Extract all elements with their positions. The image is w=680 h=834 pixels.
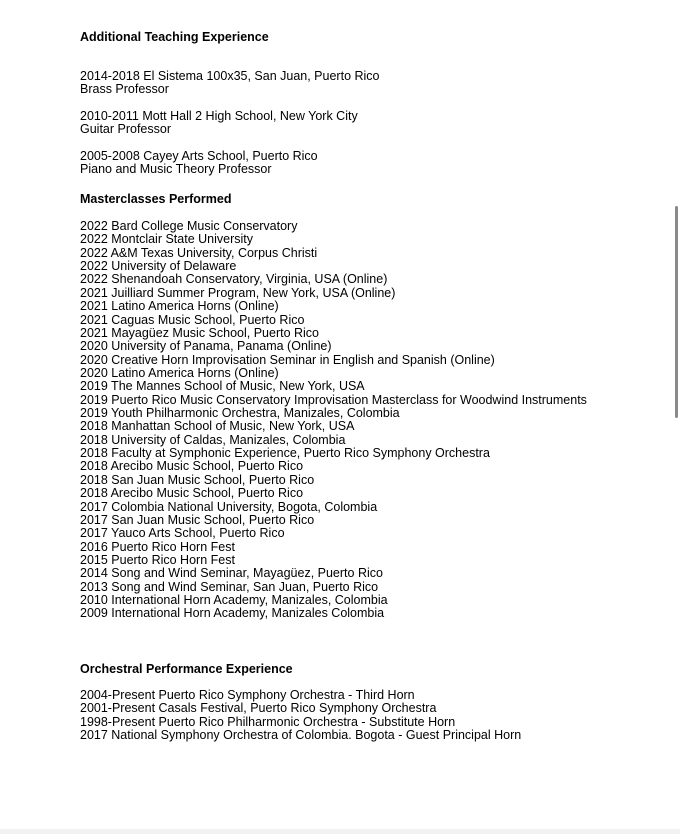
teaching-heading: Additional Teaching Experience [80,30,269,44]
orchestral-item: 2004-Present Puerto Rico Symphony Orchestra - Third Horn [80,688,415,702]
masterclass-item: 2020 Latino America Horns (Online) [80,365,279,380]
masterclass-item: 2021 Juilliard Summer Program, New York, USA (Online) [80,285,396,300]
masterclass-item: 2018 Arecibo Music School, Puerto Rico [80,486,304,501]
masterclass-item: 2021 Caguas Music School, Puerto Rico [80,312,305,327]
masterclasses-heading: Masterclasses Performed [80,192,232,206]
masterclass-item: 2022 A&M Texas University, Corpus Christi [80,245,318,260]
masterclass-item: 2014 Song and Wind Seminar, Mayagüez, Puerto Rico [80,566,383,581]
teaching-entry-1-role: Brass Professor [80,82,169,96]
orchestral-item: 1998-Present Puerto Rico Philharmonic Orchestra - Substitute Horn [80,714,456,729]
masterclass-item: 2019 Puerto Rico Music Conservatory Improvisation Masterclass for Woodwind Instruments [80,392,587,407]
masterclass-item: 2017 San Juan Music School, Puerto Rico [80,512,315,527]
masterclass-item: 2020 University of Panama, Panama (Online) [80,339,332,354]
teaching-entry-1-title: 2014-2018 El Sistema 100x35, San Juan, Puerto Rico [80,69,380,83]
masterclass-item: 2018 Faculty at Symphonic Experience, Puerto Rico Symphony Orchestra [80,446,490,461]
masterclass-item: 2018 University of Caldas, Manizales, Colombia [80,432,346,447]
orchestral-item: 2017 National Symphony Orchestra of Colombia. Bogota - Guest Principal Horn [80,728,522,743]
orchestral-heading: Orchestral Performance Experience [80,662,293,676]
masterclasses-list [80,220,587,621]
teaching-entry-3-role: Piano and Music Theory Professor [80,162,272,176]
masterclass-item: 2022 Montclair State University [80,232,253,247]
masterclass-item: 2022 Bard College Music Conservatory [80,219,298,233]
teaching-entry-3-title: 2005-2008 Cayey Arts School, Puerto Rico [80,149,318,163]
masterclass-item: 2019 Youth Philharmonic Orchestra, Manizales, Colombia [80,406,400,421]
masterclass-item: 2022 Shenandoah Conservatory, Virginia, USA (Online) [80,272,388,287]
masterclass-item: 2018 Arecibo Music School, Puerto Rico [80,459,304,474]
vertical-scrollbar[interactable] [675,206,678,418]
masterclass-item: 2013 Song and Wind Seminar, San Juan, Puerto Rico [80,579,379,594]
masterclass-item: 2018 Manhattan School of Music, New York, USA [80,419,355,434]
teaching-entry-2-title: 2010-2011 Mott Hall 2 High School, New York City [80,109,358,123]
masterclass-item: 2015 Puerto Rico Horn Fest [80,552,235,567]
orchestral-list [80,689,521,742]
masterclass-item: 2021 Mayagüez Music School, Puerto Rico [80,325,320,340]
masterclass-item: 2017 Colombia National University, Bogota, Colombia [80,499,378,514]
masterclass-item: 2022 University of Delaware [80,259,237,274]
masterclass-item: 2021 Latino America Horns (Online) [80,299,279,314]
masterclass-item: 2018 San Juan Music School, Puerto Rico [80,472,315,487]
masterclass-item: 2019 The Mannes School of Music, New York, USA [80,379,365,394]
masterclass-item: 2020 Creative Horn Improvisation Seminar in English and Spanish (Online) [80,352,495,367]
masterclass-item: 2016 Puerto Rico Horn Fest [80,539,235,554]
teaching-entry-2-role: Guitar Professor [80,122,172,136]
masterclass-item: 2010 International Horn Academy, Manizales, Colombia [80,593,388,608]
page-bottom-edge [0,829,680,834]
masterclass-item: 2009 International Horn Academy, Manizales Colombia [80,606,385,621]
masterclass-item: 2017 Yauco Arts School, Puerto Rico [80,526,285,541]
orchestral-item: 2001-Present Casals Festival, Puerto Rico Symphony Orchestra [80,701,437,716]
